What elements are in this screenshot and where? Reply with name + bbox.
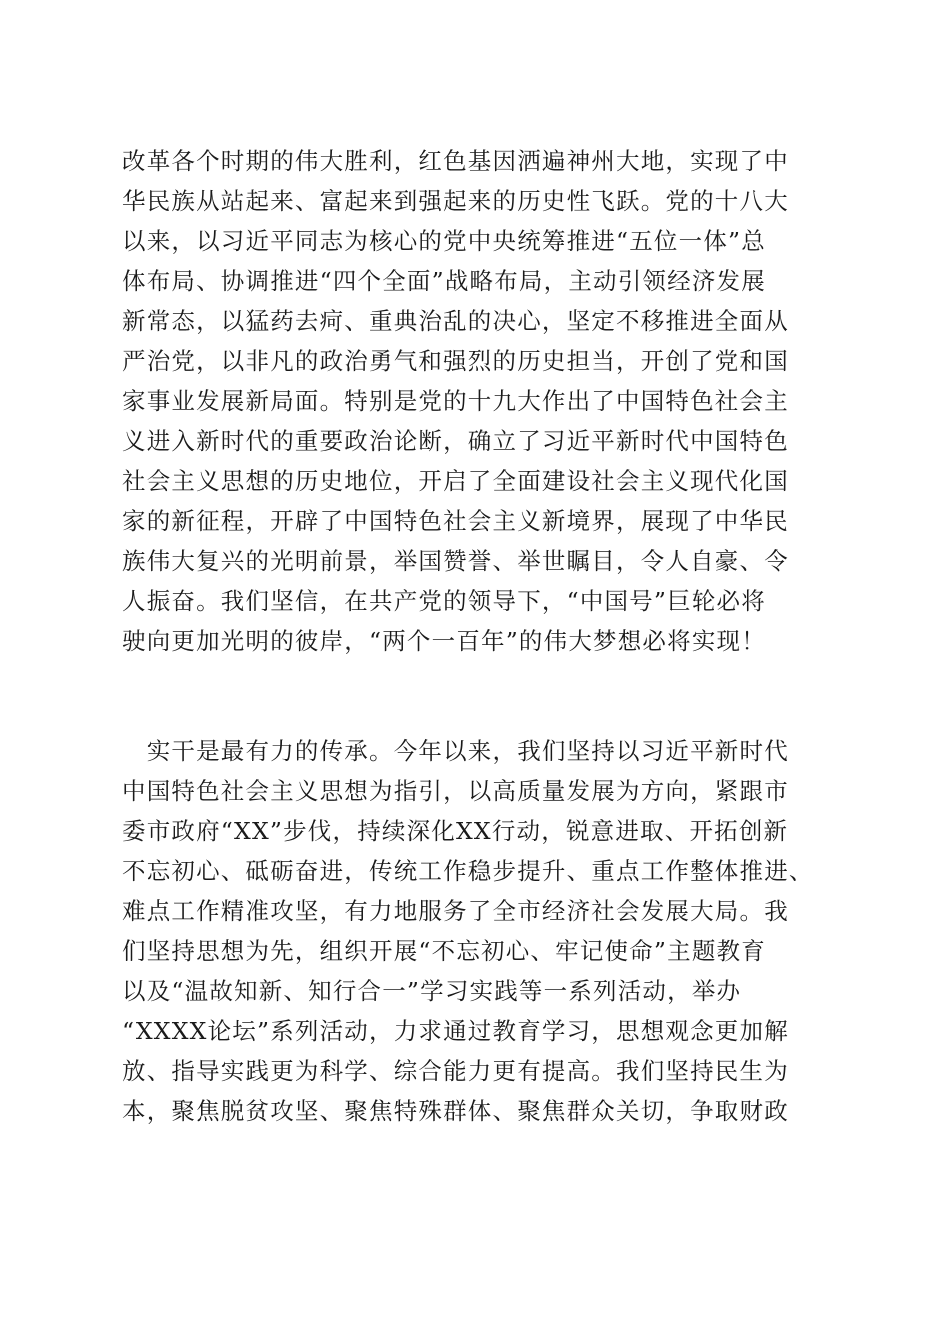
paragraph-2-line: 本，聚焦脱贫攻坚、聚焦特殊群体、聚焦群众关切，争取财政 xyxy=(122,1097,789,1125)
paragraph-2-line: 以及“温故知新、知行合一”学习实践等一系列活动，举办 xyxy=(122,977,742,1005)
paragraph-2-line: 委市政府“XX”步伐，持续深化XX行动，锐意进取、开拓创新 xyxy=(122,817,789,845)
paragraph-2 xyxy=(122,731,842,1131)
paragraph-2-line: 实干是最有力的传承。今年以来，我们坚持以习近平新时代 xyxy=(122,737,789,765)
paragraph-1-line: 以来，以习近平同志为核心的党中央统筹推进“五位一体”总 xyxy=(122,227,766,255)
paragraph-1-line: 驶向更加光明的彼岸，“两个一百年”的伟大梦想必将实现！ xyxy=(122,627,766,655)
paragraph-1-line: 族伟大复兴的光明前景，举国赞誉、举世瞩目，令人自豪、令 xyxy=(122,547,789,575)
paragraph-2-line: 难点工作精准攻坚，有力地服务了全市经济社会发展大局。我 xyxy=(122,897,789,925)
paragraph-1-line: 体布局、协调推进“四个全面”战略布局，主动引领经济发展 xyxy=(122,267,766,295)
paragraph-1-line: 华民族从站起来、富起来到强起来的历史性飞跃。党的十八大 xyxy=(122,187,789,215)
paragraph-2-line: 不忘初心、砥砺奋进，传统工作稳步提升、重点工作整体推进、 xyxy=(122,857,814,885)
paragraph-2-line: 们坚持思想为先，组织开展“不忘初心、牢记使命”主题教育 xyxy=(122,937,766,965)
paragraph-1-line: 改革各个时期的伟大胜利，红色基因洒遍神州大地，实现了中 xyxy=(122,147,789,175)
paragraph-2-line: “XXXX论坛”系列活动，力求通过教育学习，思想观念更加解 xyxy=(122,1017,789,1045)
paragraph-1-line: 新常态，以猛药去疴、重典治乱的决心，坚定不移推进全面从 xyxy=(122,307,789,335)
paragraph-1-line: 严治党，以非凡的政治勇气和强烈的历史担当，开创了党和国 xyxy=(122,347,789,375)
paragraph-2-line: 放、指导实践更为科学、综合能力更有提高。我们坚持民生为 xyxy=(122,1057,789,1085)
paragraph-1-line: 义进入新时代的重要政治论断，确立了习近平新时代中国特色 xyxy=(122,427,789,455)
paragraph-1-line: 家事业发展新局面。特别是党的十九大作出了中国特色社会主 xyxy=(122,387,789,415)
paragraph-1 xyxy=(122,141,842,661)
paragraph-2-line: 中国特色社会主义思想为指引，以高质量发展为方向，紧跟市 xyxy=(122,777,789,805)
paragraph-1-line: 人振奋。我们坚信，在共产党的领导下，“中国号”巨轮必将 xyxy=(122,587,766,615)
paragraph-1-line: 家的新征程，开辟了中国特色社会主义新境界，展现了中华民 xyxy=(122,507,789,535)
paragraph-1-line: 社会主义思想的历史地位，开启了全面建设社会主义现代化国 xyxy=(122,467,789,495)
